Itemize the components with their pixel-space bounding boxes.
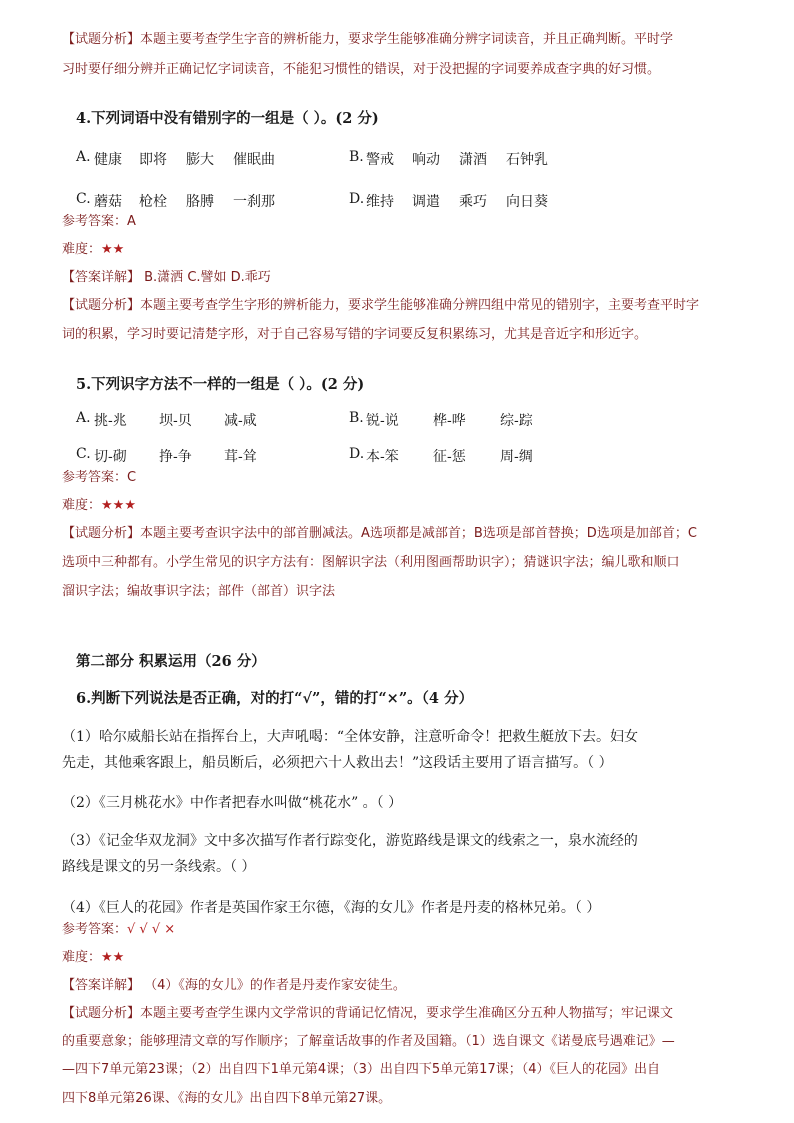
statement-1-cont: 先走，其他乘客跟上，船员断后，必须把六十人救出去！”这段话主要用了语言描写。（ ） <box>62 755 613 771</box>
option-word: 切-砌 <box>94 449 127 465</box>
option-word: 锐-说 <box>366 413 399 429</box>
analysis-line: 习时要仔细分辨并正确记忆字词读音，不能犯习惯性的错误，对于没把握的字词要养成查字典的好习惯。 <box>62 62 661 77</box>
option-word: 即将 <box>139 152 167 168</box>
option-word: 潇酒 <box>459 152 487 168</box>
analysis-line: 词的积累，学习时要记清楚字形，对于自己容易写错的字词要反复积累练习，尤其是音近字和形近字。 <box>62 327 648 342</box>
option-letter: D. <box>349 191 365 207</box>
statement-2: （2）《三月桃花水》中作者把春水叫做“桃花水” 。（ ） <box>62 795 403 811</box>
option-word: 征-惩 <box>433 449 466 465</box>
option-letter: B. <box>349 149 364 165</box>
option-word: 膨大 <box>186 152 214 168</box>
answer: 参考答案：A <box>62 214 136 229</box>
difficulty-stars: ★★ <box>101 950 125 965</box>
option-word: 坝-贝 <box>159 413 192 429</box>
option-letter: A. <box>76 149 91 165</box>
option-letter: D. <box>349 446 365 462</box>
analysis-line: 【试题分析】本题主要考查学生字音的辨析能力，要求学生能够准确分辨字词读音，并且正确判断。平时学 <box>62 32 674 47</box>
statement-4: （4）《巨人的花园》作者是英国作家王尔德，《海的女儿》作者是丹麦的格林兄弟。（ ） <box>62 900 601 916</box>
answer-detail: 【答案详解】 （4）《海的女儿》的作者是丹麦作家安徒生。 <box>62 978 406 993</box>
option-word: 蘑菇 <box>94 194 122 210</box>
analysis-line: 【试题分析】本题主要考查识字法中的部首删减法。A选项都是减部首；B选项是部首替换；D选项是加部首；C <box>62 526 697 541</box>
statement-1: （1）哈尔威船长站在指挥台上，大声吼喝：“全体安静，注意听命令！把救生艇放下去。妇女 <box>62 729 639 745</box>
option-word: 响动 <box>412 152 440 168</box>
statement-3: （3）《记金华双龙洞》文中多次描写作者行踪变化，游览路线是课文的线索之一，泉水流经的 <box>62 833 638 849</box>
question-5-title: 5.下列识字方法不一样的一组是（ ）。(2 分) <box>76 376 365 393</box>
difficulty <box>62 494 136 513</box>
option-letter: C. <box>76 191 91 207</box>
difficulty-label: 难度： <box>62 950 102 965</box>
question-6-title: 6.判断下列说法是否正确，对的打“√”，错的打“×”。（4 分） <box>76 690 474 707</box>
option-word: 挣-争 <box>159 449 192 465</box>
option-word: 枪栓 <box>139 194 167 210</box>
question-4-title: 4.下列词语中没有错别字的一组是（ ）。(2 分) <box>76 110 379 127</box>
difficulty-stars: ★★★ <box>101 498 136 513</box>
answer-marks: √ √ √ × <box>127 922 176 937</box>
statement-3-cont: 路线是课文的另一条线索。（ ） <box>62 859 256 875</box>
analysis-line: 【试题分析】本题主要考查学生字形的辨析能力，要求学生能够准确分辨四组中常见的错别字，主要考查平时字 <box>62 298 700 313</box>
option-word: 本-笨 <box>366 449 399 465</box>
difficulty <box>62 238 124 257</box>
option-word: 催眠曲 <box>233 152 275 168</box>
option-word: 减-咸 <box>224 413 257 429</box>
option-letter: B. <box>349 410 364 426</box>
option-word: 向日葵 <box>506 194 548 210</box>
difficulty-label: 难度： <box>62 242 102 257</box>
option-word: 警戒 <box>366 152 394 168</box>
option-word: 茸-耸 <box>224 449 257 465</box>
option-letter: A. <box>76 410 91 426</box>
analysis-line: 溜识字法；编故事识字法；部件（部首）识字法 <box>62 584 336 599</box>
option-word: 胳膊 <box>186 194 214 210</box>
option-word: 维持 <box>366 194 394 210</box>
analysis-line: 的重要意象；能够理清文章的写作顺序；了解童话故事的作者及国籍。（1）选自课文《诺曼底号遇难记》— <box>62 1034 675 1049</box>
option-word: 综-踪 <box>500 413 533 429</box>
option-word: 桦-哗 <box>433 413 466 429</box>
answer-detail: 【答案详解】 B.潇洒 C.譬如 D.乖巧 <box>62 270 271 285</box>
section-title: 第二部分 积累运用（26 分） <box>76 653 266 670</box>
answer <box>62 918 175 937</box>
analysis-line: 四下8单元第26课、《海的女儿》出自四下8单元第27课。 <box>62 1091 392 1106</box>
difficulty-label: 难度： <box>62 498 102 513</box>
option-word: 调遣 <box>412 194 440 210</box>
option-word: 挑-兆 <box>94 413 127 429</box>
analysis-line: 选项中三种都有。小学生常见的识字方法有：图解识字法（利用图画帮助识字）；猜谜识字法；编儿歌和顺口 <box>62 555 680 570</box>
option-word: 石钟乳 <box>506 152 548 168</box>
answer-label: 参考答案： <box>62 922 128 937</box>
answer: 参考答案：C <box>62 470 137 485</box>
option-word: 健康 <box>94 152 122 168</box>
option-word: 周-绸 <box>500 449 533 465</box>
option-letter: C. <box>76 446 91 462</box>
difficulty <box>62 946 124 965</box>
option-word: 一刹那 <box>233 194 275 210</box>
difficulty-stars: ★★ <box>101 242 125 257</box>
analysis-line: 【试题分析】本题主要考查学生课内文学常识的背诵记忆情况，要求学生准确区分五种人物描写；牢记课文 <box>62 1006 674 1021</box>
analysis-line: —四下7单元第23课；（2）出自四下1单元第4课；（3）出自四下5单元第17课；（4）《巨人的花园》出自 <box>62 1062 660 1077</box>
option-word: 乘巧 <box>459 194 487 210</box>
